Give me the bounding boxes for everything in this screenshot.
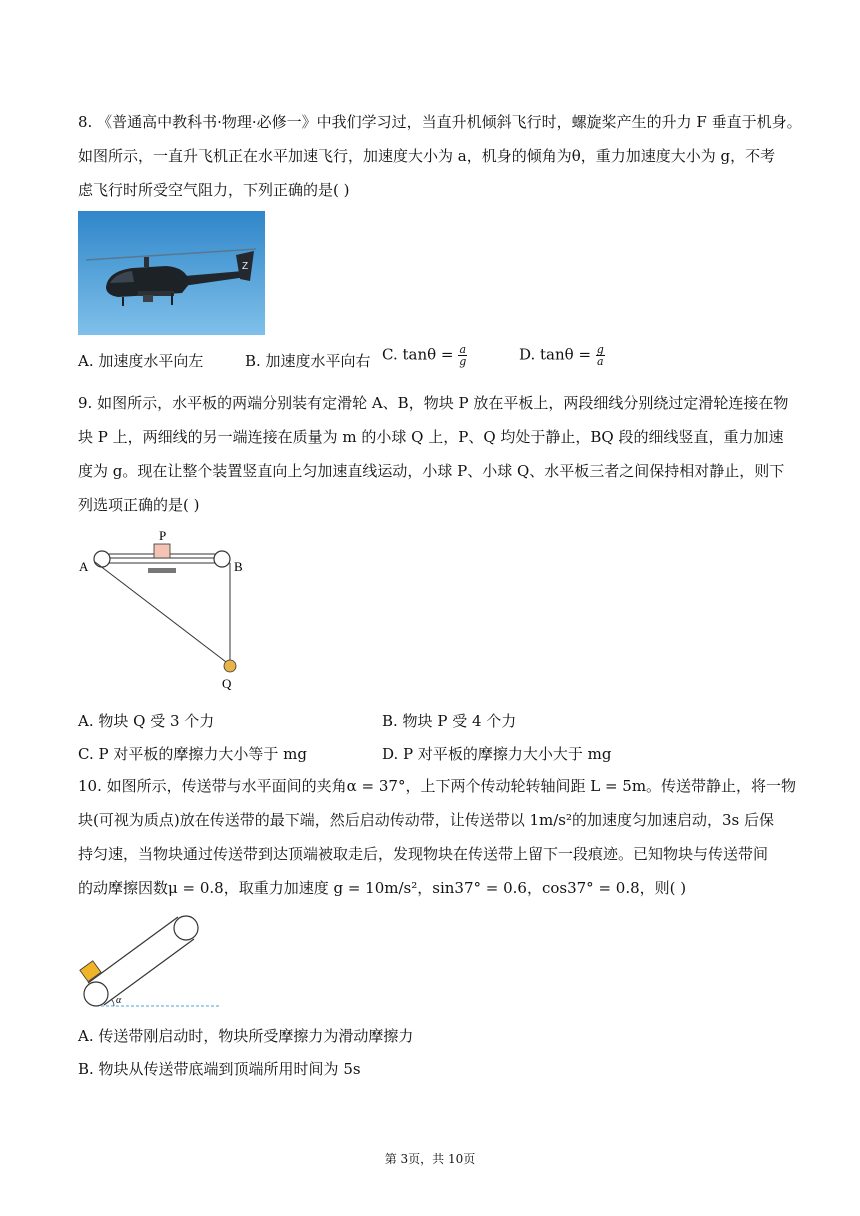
q8-option-d: [519, 344, 605, 367]
pulley-a: [94, 551, 110, 567]
conveyor-diagram: [78, 912, 228, 1012]
page-footer: 第 3页，共 10页: [384, 1152, 476, 1166]
label-b: B: [234, 559, 243, 574]
label-q: Q: [222, 676, 232, 691]
question-10-text: [78, 769, 797, 905]
q8-option-c-fraction: [458, 344, 467, 367]
q8-option-a: A. 加速度水平向左: [78, 352, 204, 370]
q9-line-1: 9. 如图所示，水平板的两端分别装有定滑轮 A、B，物块 P 放在平板上，两段细线分别绕过定滑轮连接在物: [78, 394, 789, 412]
q8-option-b: B. 加速度水平向右: [245, 352, 371, 370]
ball-q: [224, 660, 236, 672]
q9-line-3: 度为 g。现在让整个装置竖直向上匀加速直线运动，小球 P、小球 Q、水平板三者之间保持相对静止，则下: [78, 462, 785, 480]
q8-option-d-denominator: a: [597, 355, 604, 368]
q8-option-c: [382, 344, 467, 367]
helicopter-photo: [78, 211, 265, 335]
question-9-text: [78, 386, 789, 522]
q8-option-d-fraction: [596, 344, 605, 367]
q8-option-c-denominator: g: [459, 355, 467, 368]
label-alpha: α: [116, 995, 122, 1006]
q8-option-d-prefix: D. tanθ =: [519, 345, 596, 364]
q9-option-b: B. 物块 P 受 4 个力: [382, 712, 517, 730]
conveyor-block: [80, 961, 101, 982]
q8-option-c-prefix: C. tanθ =: [382, 345, 459, 364]
q10-line-3: 持匀速，当物块通过传送带到达顶端被取走后，发现物块在传送带上留下一段痕迹。已知物块与传送带间: [78, 845, 769, 863]
q10-line-2: 块(可视为质点)放在传送带的最下端，然后启动传动带，让传送带以 1m/s²的加速度匀加速启动，3s 后保: [78, 811, 775, 829]
label-p: P: [159, 528, 167, 543]
pulley-b: [214, 551, 230, 567]
q10-option-a: A. 传送带刚启动时，物块所受摩擦力为滑动摩擦力: [78, 1027, 414, 1045]
q8-line-2: 如图所示，一直升飞机正在水平加速飞行，加速度大小为 a，机身的倾角为θ，重力加速度大小为 g，不考: [78, 147, 776, 165]
label-a: A: [79, 559, 89, 574]
q8-option-c-numerator: a: [459, 343, 467, 356]
helicopter-tail-marking: Z: [242, 261, 249, 272]
q8-option-d-numerator: g: [596, 343, 604, 356]
top-wheel: [174, 916, 198, 940]
q10-line-1: 10. 如图所示，传送带与水平面间的夹角α = 37°，上下两个传动轮转轴间距 L = 5m。传送带静止，将一物: [78, 777, 797, 795]
q9-line-4: 列选项正确的是( ): [78, 496, 200, 514]
q9-option-a: A. 物块 Q 受 3 个力: [78, 712, 215, 730]
block-p: [154, 544, 170, 558]
pulley-diagram: [74, 526, 254, 694]
q9-option-c: C. P 对平板的摩擦力大小等于 mg: [78, 745, 307, 763]
q8-line-3: 虑飞行时所受空气阻力，下列正确的是( ): [78, 181, 350, 199]
board-support: [148, 568, 176, 573]
q10-option-b: B. 物块从传送带底端到顶端所用时间为 5s: [78, 1060, 361, 1078]
q9-line-2: 块 P 上，两细线的另一端连接在质量为 m 的小球 Q 上，P、Q 均处于静止，BQ 段的细线竖直，重力加速: [78, 428, 784, 446]
q8-line-1: 8. 《普通高中教科书·物理·必修一》中我们学习过，当直升机倾斜飞行时，螺旋桨产生的升力 F 垂直于机身。: [78, 113, 802, 131]
q9-option-d: D. P 对平板的摩擦力大小大于 mg: [382, 745, 612, 763]
question-8-text: [78, 105, 802, 207]
bottom-wheel: [84, 982, 108, 1006]
q10-line-4: 的动摩擦因数μ = 0.8，取重力加速度 g = 10m/s²，sin37° = 0.6，cos37° = 0.8，则( ): [78, 879, 687, 897]
